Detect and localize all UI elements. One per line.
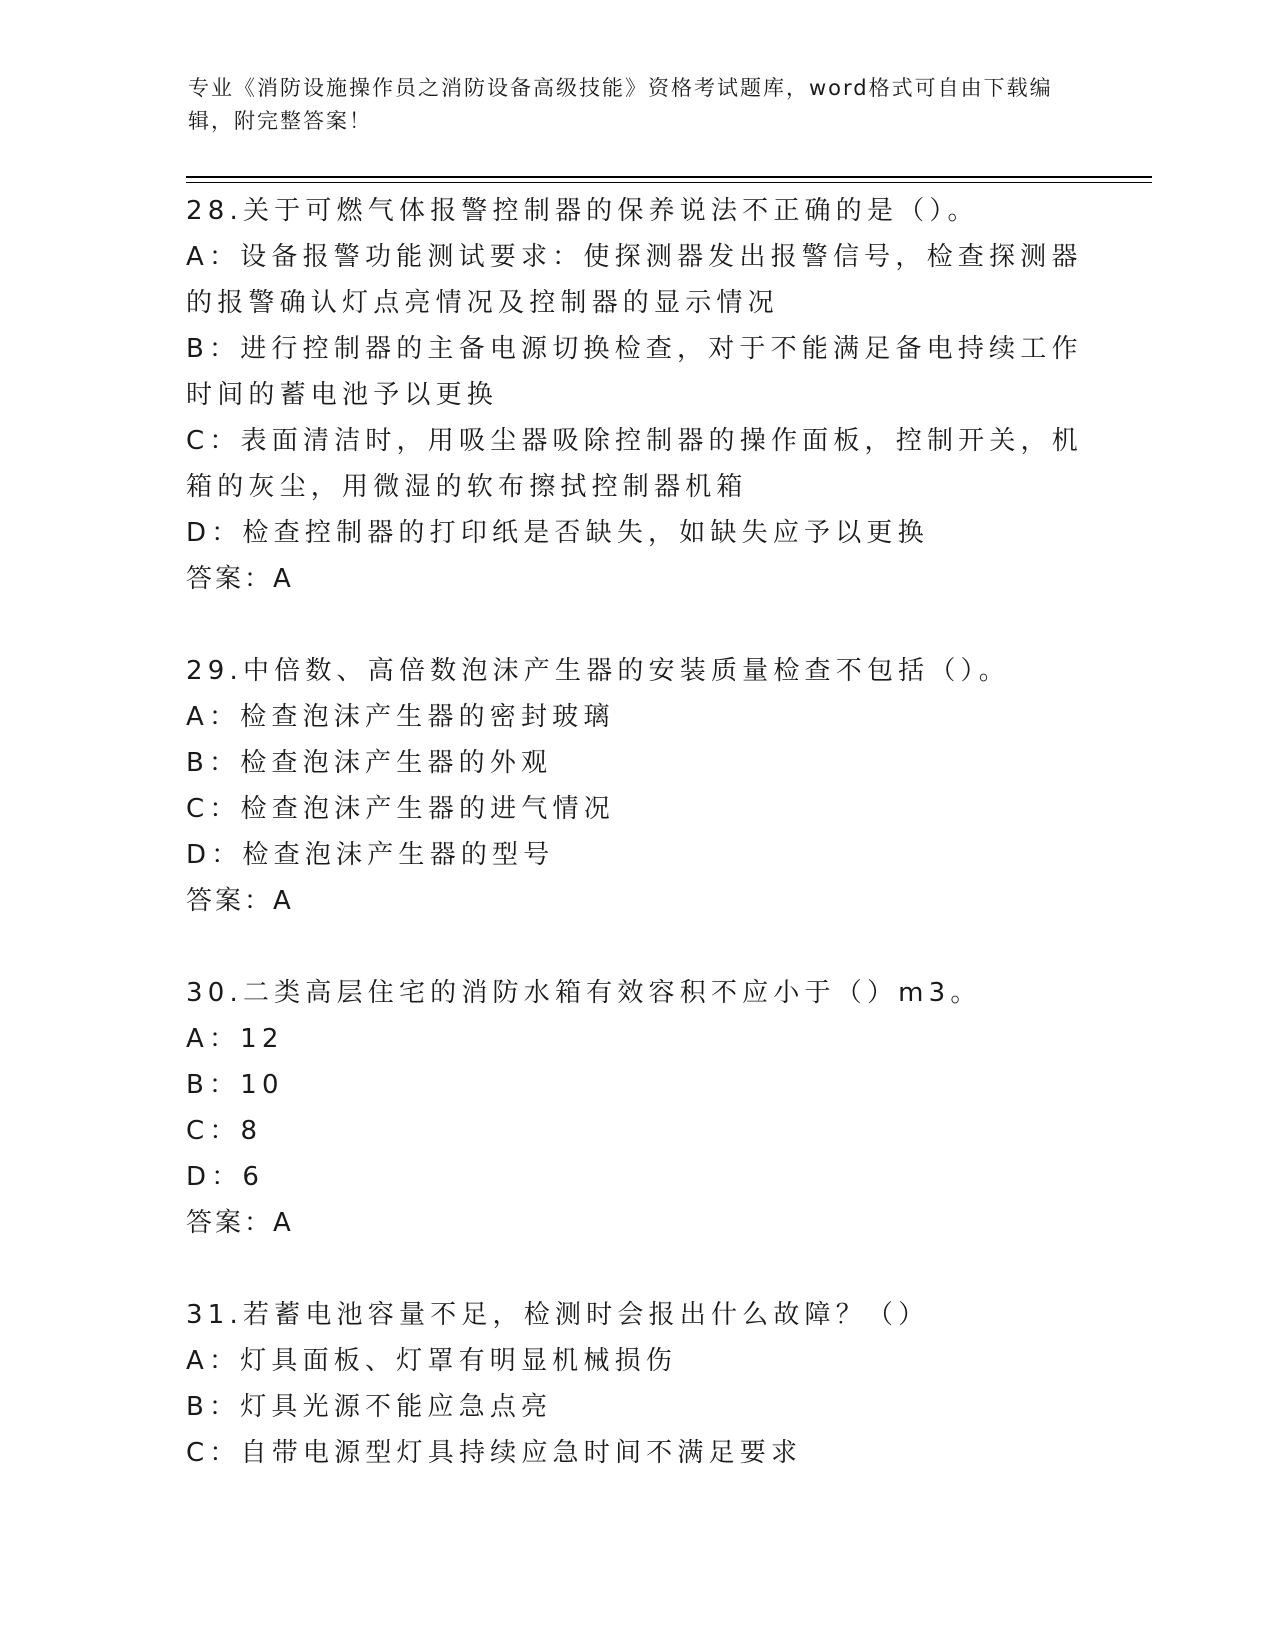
option-c: C：8 [186, 1116, 263, 1146]
header-divider-thick [186, 176, 1152, 178]
option-b: B：进行控制器的主备电源切换检查，对于不能满足备电持续工作时间的蓄电池予以更换 [186, 334, 1083, 410]
question-30 [186, 970, 1086, 1246]
option-d: D：检查泡沫产生器的型号 [186, 840, 555, 870]
option-d: D：6 [186, 1162, 265, 1192]
option-b: B：检查泡沫产生器的外观 [186, 748, 553, 778]
option-a: A：检查泡沫产生器的密封玻璃 [186, 702, 615, 732]
question-list [186, 188, 1086, 1476]
option-a: A：设备报警功能测试要求：使探测器发出报警信号，检查探测器的报警确认灯点亮情况及控制器的显示情况 [186, 242, 1083, 318]
answer: 答案：A [186, 1208, 294, 1238]
question-29 [186, 648, 1086, 924]
option-c: C：自带电源型灯具持续应急时间不满足要求 [186, 1438, 803, 1468]
question-stem: 31.若蓄电池容量不足，检测时会报出什么故障？（） [186, 1300, 930, 1330]
header-divider-thin [186, 182, 1152, 183]
option-c: C：检查泡沫产生器的进气情况 [186, 794, 615, 824]
document-header: 专业《消防设施操作员之消防设备高级技能》资格考试题库，word格式可自由下载编辑，附完整答案！ [188, 76, 1053, 133]
answer: 答案：A [186, 886, 294, 916]
option-b: B：10 [186, 1070, 284, 1100]
option-c: C：表面清洁时，用吸尘器吸除控制器的操作面板，控制开关，机箱的灰尘，用微湿的软布擦拭控制器机箱 [186, 426, 1083, 502]
question-stem: 29.中倍数、高倍数泡沫产生器的安装质量检查不包括（）。 [186, 656, 1010, 686]
option-a: A：灯具面板、灯罩有明显机械损伤 [186, 1346, 677, 1376]
question-stem: 28.关于可燃气体报警控制器的保养说法不正确的是（）。 [186, 196, 979, 226]
answer: 答案：A [186, 564, 294, 594]
question-stem: 30.二类高层住宅的消防水箱有效容积不应小于（）m3。 [186, 978, 982, 1008]
option-b: B：灯具光源不能应急点亮 [186, 1392, 553, 1422]
option-a: A：12 [186, 1024, 284, 1054]
question-28 [186, 188, 1086, 602]
option-d: D：检查控制器的打印纸是否缺失，如缺失应予以更换 [186, 518, 929, 548]
question-31 [186, 1292, 1086, 1476]
